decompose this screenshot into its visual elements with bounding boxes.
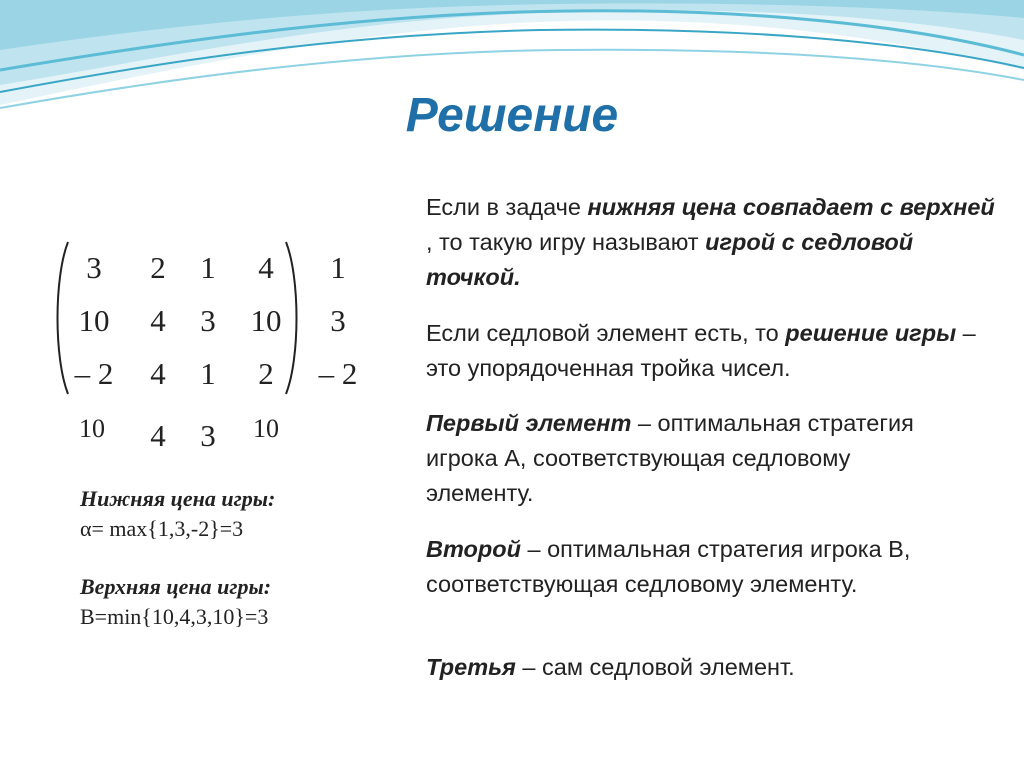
- col-max-value: 10: [79, 414, 105, 443]
- col-max-value: 10: [253, 414, 279, 443]
- emphasis: решение игры: [785, 320, 957, 346]
- lower-price-block: [80, 484, 275, 544]
- paragraph-first-element: [426, 406, 946, 511]
- paragraph-second-element: [426, 532, 996, 602]
- paragraph-solution: [426, 316, 996, 386]
- paragraph-saddle-definition: [426, 190, 996, 295]
- matrix-cell: 3: [86, 250, 102, 285]
- matrix-cell: 4: [150, 356, 166, 391]
- matrix-cell: 4: [150, 303, 166, 338]
- row-min-value: 3: [330, 303, 346, 338]
- emphasis: Первый элемент: [426, 410, 632, 436]
- upper-price-block: [80, 572, 271, 632]
- page-title: Решение: [405, 89, 619, 142]
- emphasis: нижняя цена совпадает с верхней: [587, 194, 995, 220]
- payoff-matrix: [50, 238, 370, 453]
- upper-price-formula: В=min{10,4,3,10}=3: [80, 604, 269, 629]
- emphasis: игрой с седловой точкой.: [426, 229, 914, 290]
- matrix-cell: – 2: [74, 356, 114, 391]
- row-min-value: – 2: [318, 356, 358, 391]
- matrix-cell: 10: [250, 303, 282, 338]
- matrix-cell: 2: [150, 250, 166, 285]
- text: Если в задаче: [426, 194, 588, 220]
- lower-price-formula: α= max{1,3,-2}=3: [80, 516, 244, 541]
- text: – сам седловой элемент.: [515, 654, 795, 680]
- matrix-cell: 2: [258, 356, 274, 391]
- text: – оптимальная стратегия игрока А, соответствующая седловому элементу.: [426, 410, 914, 506]
- lower-price-heading: Нижняя цена игры:: [80, 486, 276, 511]
- text: Если седловой элемент есть, то: [426, 320, 786, 346]
- row-min-value: 1: [330, 250, 346, 285]
- matrix-cell: 1: [200, 356, 216, 391]
- emphasis: Второй: [426, 536, 521, 562]
- col-max-value: 3: [200, 418, 216, 453]
- text: – это упорядоченная тройка чисел.: [426, 320, 976, 381]
- matrix-cell: 1: [200, 250, 216, 285]
- matrix-cell: 4: [258, 250, 274, 285]
- col-max-value: 4: [150, 418, 166, 453]
- emphasis: Третья: [426, 654, 516, 680]
- paragraph-third-element: [426, 650, 996, 685]
- text: – оптимальная стратегия игрока В, соответствующая седловому элементу.: [426, 536, 911, 597]
- matrix-cell: 3: [200, 303, 216, 338]
- matrix-cell: 10: [78, 303, 110, 338]
- text: , то такую игру называют: [426, 229, 706, 255]
- upper-price-heading: Верхняя цена игры:: [80, 574, 272, 599]
